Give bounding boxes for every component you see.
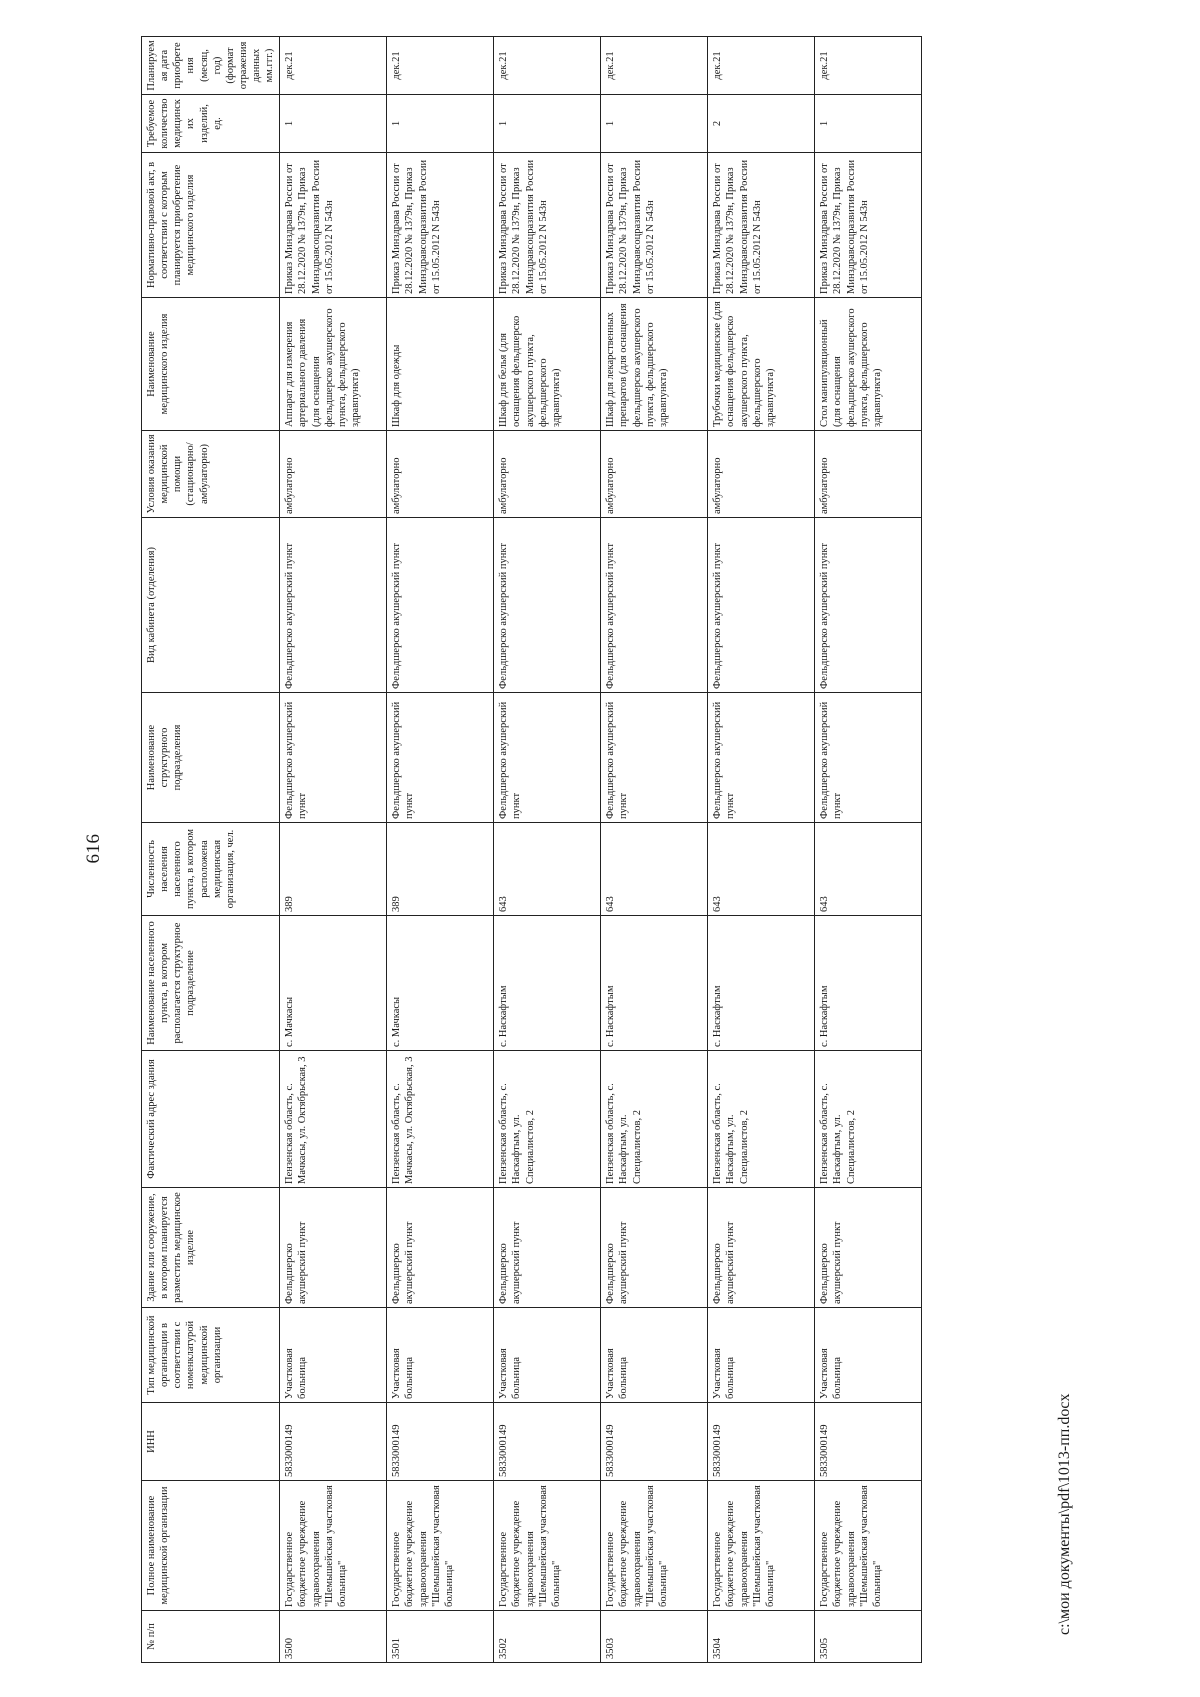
header-cell: № п/п — [142, 1611, 280, 1663]
legal-act: Приказ Минздрава России от 28.12.2020 № 1379н, Приказ Минздравсоцразвития России от 15.05.2012 N 543н — [494, 153, 601, 298]
row-number: 3502 — [494, 1611, 601, 1663]
building-name: Фельдшерско акушерский пункт — [601, 1188, 708, 1308]
population-count: 389 — [280, 823, 387, 916]
inn-value: 5833000149 — [601, 1403, 708, 1481]
inn-value: 5833000149 — [280, 1403, 387, 1481]
table-row — [387, 37, 494, 1663]
header-cell: Планируемая дата приобретения (месяц, год) (формат отражения данных мм.ггг.) — [142, 37, 280, 95]
header-cell: Требуемое количество медицинских изделий, ед. — [142, 95, 280, 153]
header-cell: Численность населения населенного пункта, в котором расположена медицинская организация, чел. — [142, 823, 280, 916]
cabinet-type: Фельдшерско акушерский пункт — [815, 518, 922, 693]
table-row — [815, 37, 922, 1663]
care-conditions: амбулаторно — [387, 431, 494, 518]
locality-name: с. Наскафтым — [815, 916, 922, 1051]
care-conditions: амбулаторно — [708, 431, 815, 518]
building-address: Пензенская область, с. Мачкасы, ул. Октябрьская, 3 — [280, 1051, 387, 1188]
header-cell: Здание или сооружение, в котором планируется разместить медицинское изделие — [142, 1188, 280, 1308]
organization-type: Участковая больница — [601, 1308, 708, 1403]
device-name: Шкаф для лекарственных препаратов (для оснащения фельдшерско акушерского пункта, фельдшерского здравпункта) — [601, 298, 708, 431]
cabinet-type: Фельдшерско акушерский пункт — [387, 518, 494, 693]
inn-value: 5833000149 — [815, 1403, 922, 1481]
device-name: Трубочки медицинские (для оснащения фельдшерско акушерского пункта, фельдшерского здравпункта) — [708, 298, 815, 431]
building-name: Фельдшерско акушерский пункт — [494, 1188, 601, 1308]
header-cell: Наименование населенного пункта, в котором располагается структурное подразделение — [142, 916, 280, 1051]
page-number: 616 — [83, 833, 104, 864]
care-conditions: амбулаторно — [494, 431, 601, 518]
device-name: Шкаф для белья (для оснащения фельдшерско акушерского пункта, фельдшерского здравпункта) — [494, 298, 601, 431]
inn-value: 5833000149 — [494, 1403, 601, 1481]
unit-name: Фельдшерско акушерский пункт — [815, 693, 922, 823]
cabinet-type: Фельдшерско акушерский пункт — [280, 518, 387, 693]
building-address: Пензенская область, с. Наскафтым, ул. Специалистов, 2 — [708, 1051, 815, 1188]
purchase-date: дек.21 — [387, 37, 494, 95]
row-number: 3504 — [708, 1611, 815, 1663]
table-row — [280, 37, 387, 1663]
row-number: 3503 — [601, 1611, 708, 1663]
care-conditions: амбулаторно — [601, 431, 708, 518]
locality-name: с. Мачкасы — [387, 916, 494, 1051]
organization-type: Участковая больница — [387, 1308, 494, 1403]
table-header-row — [142, 37, 280, 1663]
unit-name: Фельдшерско акушерский пункт — [280, 693, 387, 823]
unit-name: Фельдшерско акушерский пункт — [708, 693, 815, 823]
population-count: 643 — [815, 823, 922, 916]
locality-name: с. Наскафтым — [708, 916, 815, 1051]
header-cell: Тип медицинской организации в соответствии с номенклатурой медицинской организации — [142, 1308, 280, 1403]
population-count: 389 — [387, 823, 494, 916]
locality-name: с. Мачкасы — [280, 916, 387, 1051]
header-cell: ИНН — [142, 1403, 280, 1481]
header-cell: Полное наименование медицинской организации — [142, 1481, 280, 1611]
organization-name: Государственное бюджетное учреждение здравоохранения "Шемышейская участковая больница" — [494, 1481, 601, 1611]
cabinet-type: Фельдшерско акушерский пункт — [708, 518, 815, 693]
header-cell: Вид кабинета (отделения) — [142, 518, 280, 693]
unit-name: Фельдшерско акушерский пункт — [387, 693, 494, 823]
organization-type: Участковая больница — [815, 1308, 922, 1403]
header-cell: Фактический адрес здания — [142, 1051, 280, 1188]
row-number: 3500 — [280, 1611, 387, 1663]
unit-name: Фельдшерско акушерский пункт — [494, 693, 601, 823]
organization-name: Государственное бюджетное учреждение здравоохранения "Шемышейская участковая больница" — [387, 1481, 494, 1611]
purchase-date: дек.21 — [601, 37, 708, 95]
organization-type: Участковая больница — [280, 1308, 387, 1403]
building-name: Фельдшерско акушерский пункт — [708, 1188, 815, 1308]
purchase-date: дек.21 — [494, 37, 601, 95]
population-count: 643 — [494, 823, 601, 916]
locality-name: с. Наскафтым — [494, 916, 601, 1051]
header-cell: Наименование медицинского изделия — [142, 298, 280, 431]
care-conditions: амбулаторно — [815, 431, 922, 518]
purchase-date: дек.21 — [815, 37, 922, 95]
building-address: Пензенская область, с. Наскафтым, ул. Специалистов, 2 — [601, 1051, 708, 1188]
table-row — [494, 37, 601, 1663]
organization-type: Участковая больница — [708, 1308, 815, 1403]
organization-name: Государственное бюджетное учреждение здравоохранения "Шемышейская участковая больница" — [708, 1481, 815, 1611]
population-count: 643 — [708, 823, 815, 916]
device-name: Аппарат для измерения артериального давления (для оснащения фельдшерско акушерского пункта, фельдшерского здравпункта) — [280, 298, 387, 431]
building-address: Пензенская область, с. Наскафтым, ул. Специалистов, 2 — [494, 1051, 601, 1188]
legal-act: Приказ Минздрава России от 28.12.2020 № 1379н, Приказ Минздравсоцразвития России от 15.05.2012 N 543н — [280, 153, 387, 298]
organization-name: Государственное бюджетное учреждение здравоохранения "Шемышейская участковая больница" — [815, 1481, 922, 1611]
population-count: 643 — [601, 823, 708, 916]
inn-value: 5833000149 — [387, 1403, 494, 1481]
legal-act: Приказ Минздрава России от 28.12.2020 № 1379н, Приказ Минздравсоцразвития России от 15.05.2012 N 543н — [601, 153, 708, 298]
building-address: Пензенская область, с. Наскафтым, ул. Специалистов, 2 — [815, 1051, 922, 1188]
header-cell: Наименование структурного подразделения — [142, 693, 280, 823]
organization-name: Государственное бюджетное учреждение здравоохранения "Шемышейская участковая больница" — [280, 1481, 387, 1611]
table-row — [708, 37, 815, 1663]
care-conditions: амбулаторно — [280, 431, 387, 518]
device-quantity: 1 — [815, 95, 922, 153]
row-number: 3501 — [387, 1611, 494, 1663]
header-cell: Нормативно-правовой акт, в соответствии с которым планируется приобретение медицинского изделия — [142, 153, 280, 298]
device-name: Стол манипуляционный (для оснащения фельдшерско акушерского пункта, фельдшерского здравпункта) — [815, 298, 922, 431]
building-address: Пензенская область, с. Мачкасы, ул. Октябрьская, 3 — [387, 1051, 494, 1188]
cabinet-type: Фельдшерско акушерский пункт — [494, 518, 601, 693]
organization-type: Участковая больница — [494, 1308, 601, 1403]
building-name: Фельдшерско акушерский пункт — [387, 1188, 494, 1308]
legal-act: Приказ Минздрава России от 28.12.2020 № 1379н, Приказ Минздравсоцразвития России от 15.05.2012 N 543н — [815, 153, 922, 298]
legal-act: Приказ Минздрава России от 28.12.2020 № 1379н, Приказ Минздравсоцразвития России от 15.05.2012 N 543н — [387, 153, 494, 298]
row-number: 3505 — [815, 1611, 922, 1663]
device-quantity: 1 — [494, 95, 601, 153]
legal-act: Приказ Минздрава России от 28.12.2020 № 1379н, Приказ Минздравсоцразвития России от 15.05.2012 N 543н — [708, 153, 815, 298]
purchase-date: дек.21 — [708, 37, 815, 95]
device-quantity: 1 — [280, 95, 387, 153]
table-row — [601, 37, 708, 1663]
purchase-date: дек.21 — [280, 37, 387, 95]
locality-name: с. Наскафтым — [601, 916, 708, 1051]
building-name: Фельдшерско акушерский пункт — [815, 1188, 922, 1308]
cabinet-type: Фельдшерско акушерский пункт — [601, 518, 708, 693]
device-quantity: 1 — [601, 95, 708, 153]
header-cell: Условия оказания медицинской помощи (стационарно/ амбулаторно) — [142, 431, 280, 518]
device-name: Шкаф для одежды — [387, 298, 494, 431]
device-quantity: 1 — [387, 95, 494, 153]
file-path-footer: c:\мои документы\pdf\1013-пп.docx — [1056, 1393, 1073, 1635]
device-quantity: 2 — [708, 95, 815, 153]
organization-name: Государственное бюджетное учреждение здравоохранения "Шемышейская участковая больница" — [601, 1481, 708, 1611]
equipment-registry-table — [141, 36, 922, 1663]
inn-value: 5833000149 — [708, 1403, 815, 1481]
unit-name: Фельдшерско акушерский пункт — [601, 693, 708, 823]
building-name: Фельдшерско акушерский пункт — [280, 1188, 387, 1308]
